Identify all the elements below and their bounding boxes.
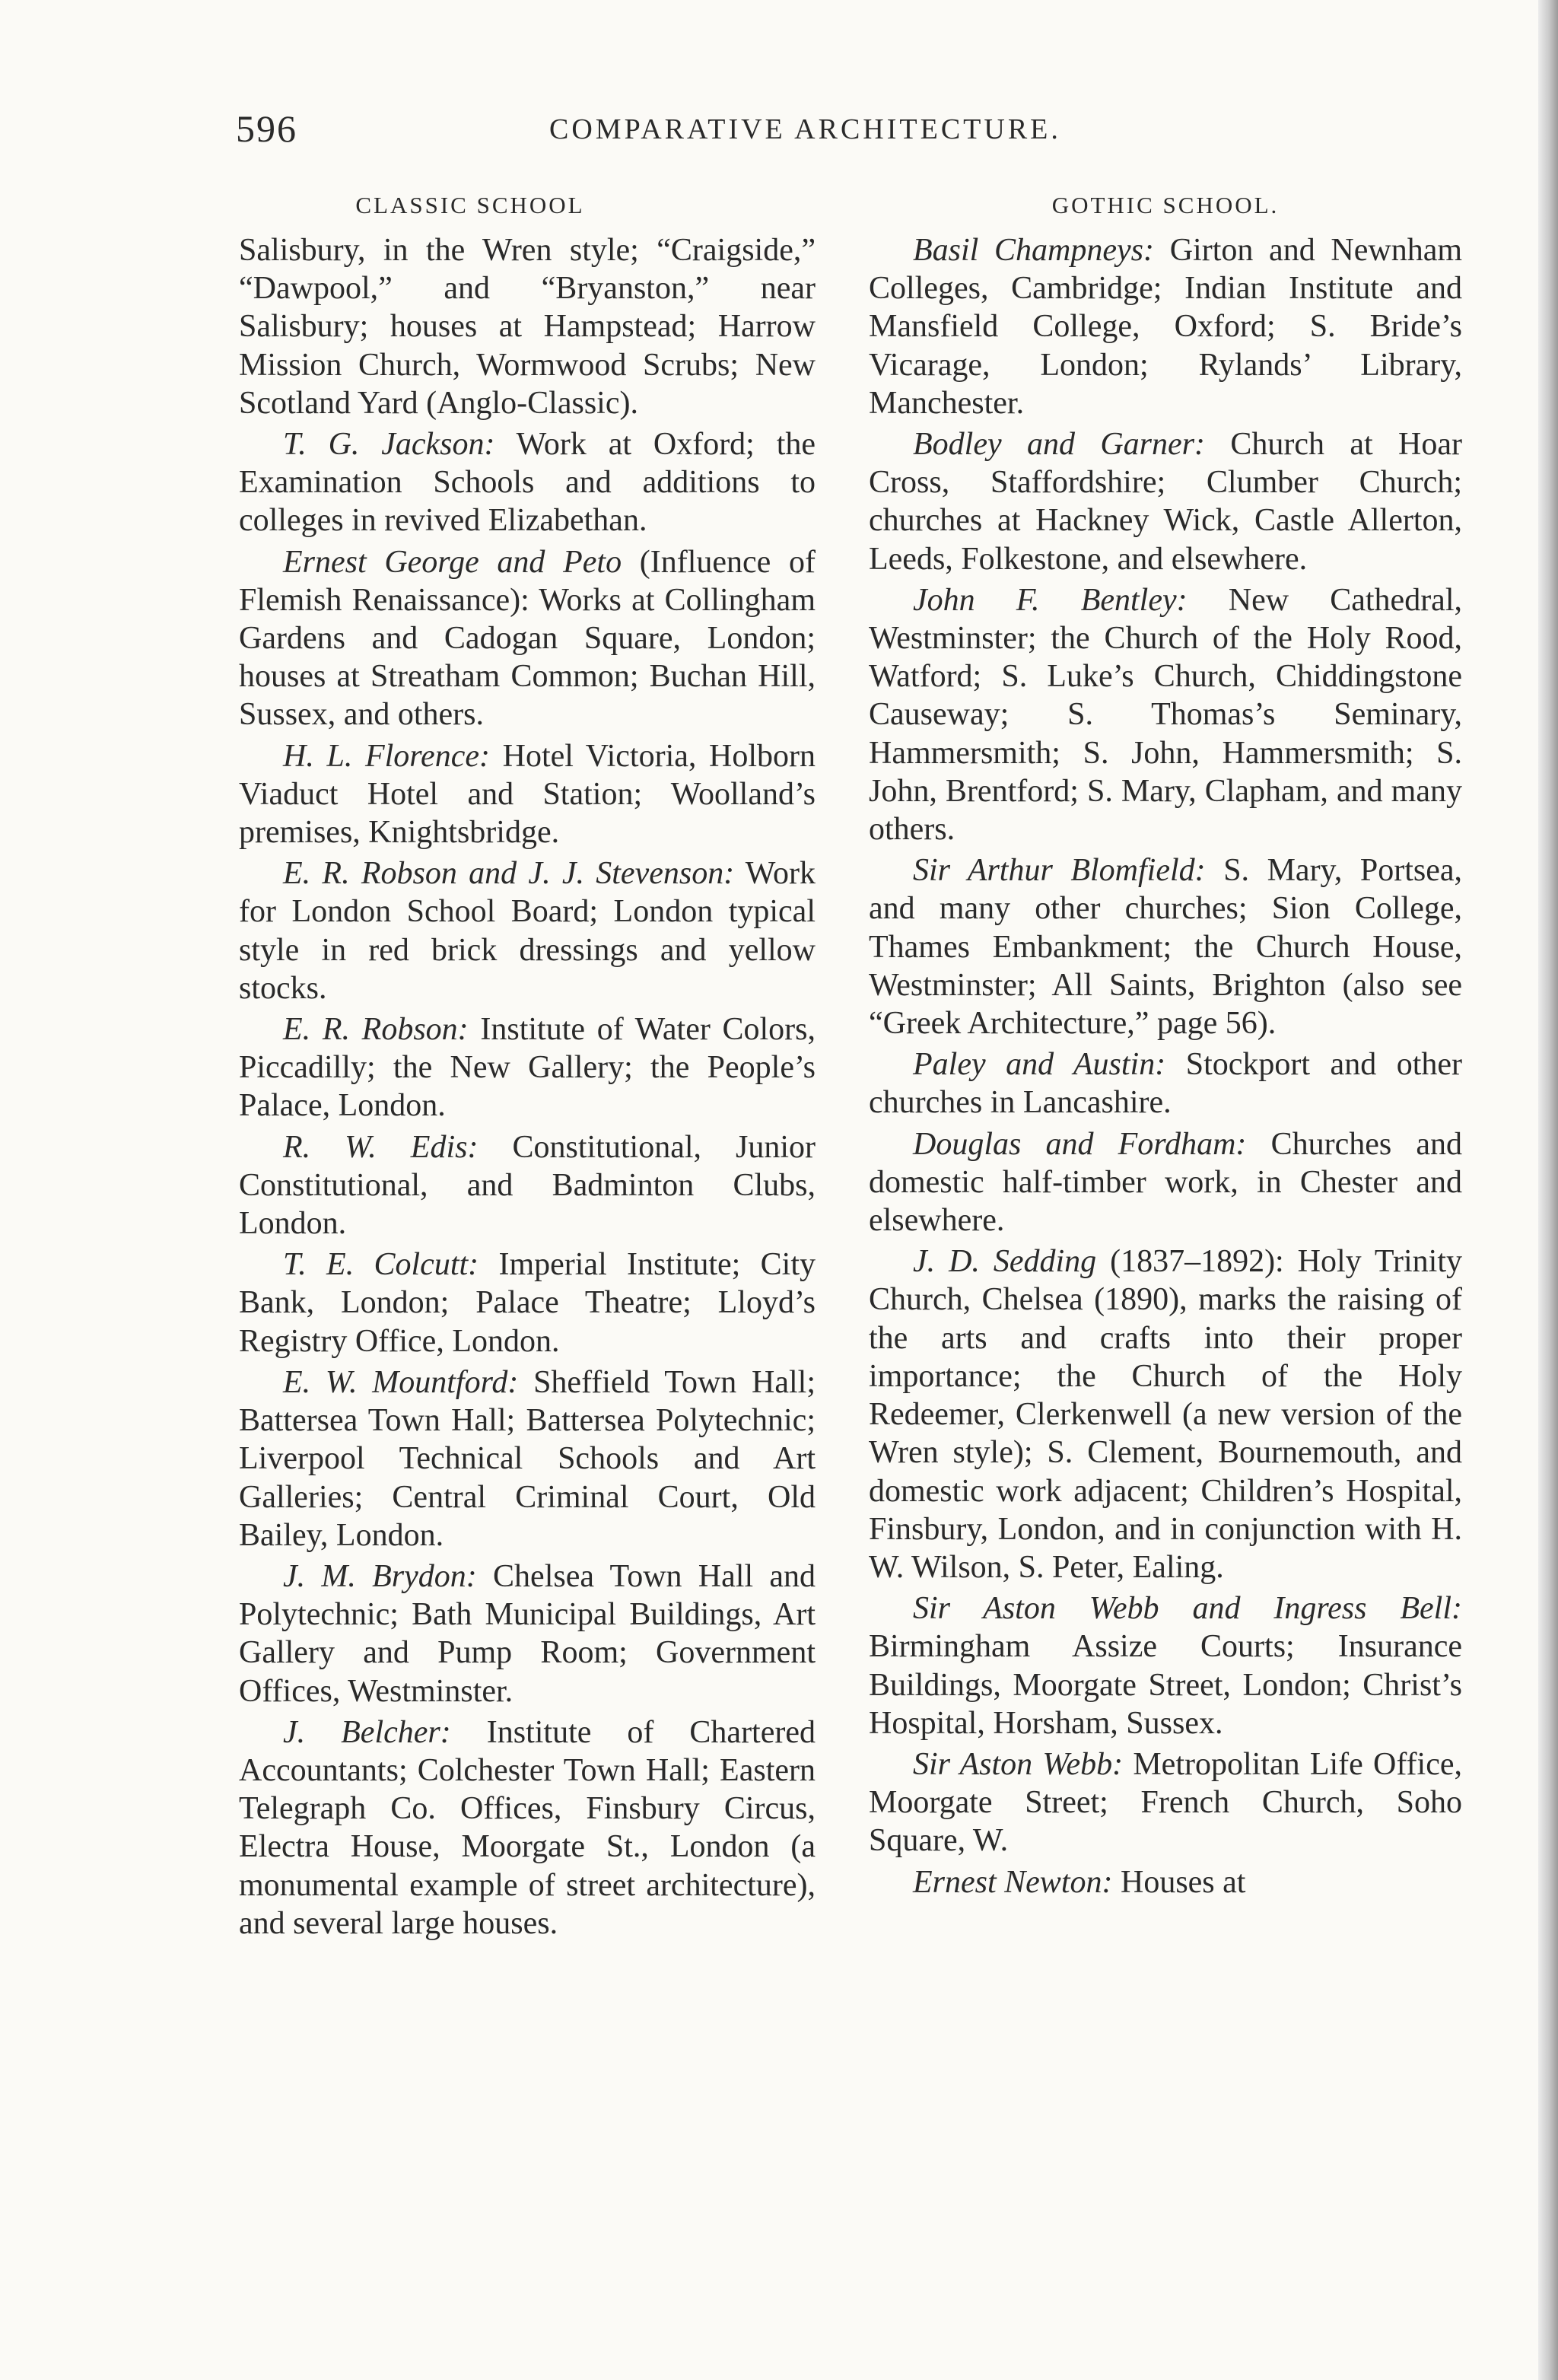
entry-text: S. Mary, Portsea, and many other churches; Sion College, Thames Embankment; the Church House, Westminster; All Saints, Brighton (also see “Greek Architecture,” page 56).	[869, 853, 1463, 1042]
classic-school-column	[239, 190, 816, 1946]
architect-name: Ernest Newton:	[913, 1864, 1113, 1900]
gothic-entry	[869, 1745, 1462, 1860]
architect-name: Sir Arthur Blomfield:	[913, 853, 1206, 889]
architect-name: H. L. Florence:	[283, 738, 490, 774]
entry-text: Work for London School Board; London typical style in red brick dressings and yellow stocks.	[239, 856, 816, 1006]
entry-text: Sheffield Town Hall; Battersea Town Hall; Battersea Polytechnic; Liverpool Technical Schools and Art Galleries; Central Criminal Court, Old Bailey, London.	[239, 1364, 816, 1553]
architect-name: E. W. Mountford:	[283, 1364, 519, 1400]
classic-entry	[239, 1558, 816, 1710]
classic-entry	[239, 543, 816, 734]
running-head	[236, 107, 1164, 152]
architect-name: Bodley and Garner:	[913, 427, 1205, 463]
entry-text: Girton and Newnham Colleges, Cambridge; Indian Institute and Mansfield College, Oxford; S. Bride’s Vicarage, London; Rylands’ Library, Manchester.	[869, 233, 1463, 421]
architect-name: Sir Aston Webb and Ingress Bell:	[913, 1591, 1462, 1627]
gothic-entry	[869, 1045, 1462, 1122]
architect-name: T. G. Jackson:	[283, 427, 495, 463]
entry-text: Metropolitan Life Office, Moorgate Street; French Church, Soho Square, W.	[869, 1746, 1462, 1859]
entry-text: Church at Hoar Cross, Staffordshire; Clumber Church; churches at Hackney Wick, Castle Allerton, Leeds, Folkestone, and elsewhere.	[869, 427, 1462, 577]
classic-entry	[239, 231, 816, 422]
entry-text: Constitutional, Junior Constitutional, and Badminton Clubs, London.	[239, 1129, 816, 1242]
entry-text: Birmingham Assize Courts; Insurance Buildings, Moorgate Street, London; Christ’s Hospital, Horsham, Sussex.	[869, 1629, 1462, 1741]
classic-entry	[239, 854, 816, 1007]
classic-school-heading: CLASSIC SCHOOL	[355, 192, 585, 218]
architect-name: J. D. Sedding	[913, 1244, 1097, 1280]
entry-text: (Influence of Flemish Renaissance): Works at Collingham Gardens and Cadogan Square, London; houses at Streatham Common; Buchan Hill, Sussex, and others.	[239, 544, 816, 733]
entry-text: Chelsea Town Hall and Polytechnic; Bath Municipal Buildings, Art Gallery and Pump Room; Government Offices, Westminster.	[239, 1558, 816, 1709]
architect-name: Sir Aston Webb:	[913, 1746, 1124, 1782]
gothic-entry	[869, 851, 1462, 1042]
entry-text: Work at Oxford; the Examination Schools and additions to colleges in revived Elizabethan.	[239, 427, 816, 539]
architect-name: Paley and Austin:	[913, 1047, 1166, 1083]
entry-text: New Cathedral, Westminster; the Church of the Holy Rood, Watford; S. Luke’s Church, Chiddingstone Causeway; S. Thomas’s Seminary, Hammersmith; S. John, Hammersmith; S. John, Brentford; S. Mary, Clapham, and many others.	[869, 582, 1462, 848]
running-title: COMPARATIVE ARCHITECTURE.	[549, 113, 1061, 145]
classic-entry	[239, 1246, 816, 1360]
gothic-entry	[869, 1589, 1462, 1742]
classic-entry	[239, 1363, 816, 1554]
classic-entry	[239, 1713, 816, 1943]
architect-name: E. R. Robson and J. J. Stevenson:	[283, 856, 735, 892]
gothic-school-heading: GOTHIC SCHOOL.	[1051, 192, 1280, 218]
classic-entry	[239, 425, 816, 540]
architect-name: J. Belcher:	[283, 1714, 451, 1750]
gothic-entry	[869, 1242, 1462, 1586]
classic-entry	[239, 1128, 816, 1243]
gothic-entry	[869, 425, 1462, 578]
architect-name: Ernest George and Peto	[283, 544, 622, 580]
entry-text: (1837–1892): Holy Trinity Church, Chelsea (1890), marks the raising of the arts and crafts into their proper importance; the Church of the Holy Redeemer, Clerkenwell (a new version of the Wren style); S. Clement, Bournemouth, and domestic work adjacent; Children’s Hospital, Finsbury, London, and in conjunction with H. W. Wilson, S. Peter, Ealing.	[869, 1244, 1462, 1585]
gothic-school-column	[869, 190, 1462, 1904]
gothic-entry	[869, 1125, 1462, 1240]
architect-name: Douglas and Fordham:	[913, 1126, 1247, 1162]
architect-name: Basil Champneys:	[913, 233, 1154, 268]
architect-name: R. W. Edis:	[283, 1129, 479, 1165]
gothic-entry	[869, 1863, 1462, 1901]
entry-text: Imperial Institute; City Bank, London; Palace Theatre; Lloyd’s Registry Office, London.	[239, 1247, 816, 1359]
gothic-entry	[869, 581, 1462, 848]
entry-text: Salisbury, in the Wren style; “Craigside,” “Dawpool,” and “Bryanston,” near Salisbury; houses at Hampstead; Harrow Mission Church, Wormwood Scrubs; New Scotland Yard (Anglo-Classic).	[239, 233, 816, 421]
architect-name: E. R. Robson:	[283, 1012, 469, 1048]
architect-name: J. M. Brydon:	[283, 1558, 477, 1594]
page-number: 596	[236, 107, 297, 150]
entry-text: Institute of Water Colors, Piccadilly; the New Gallery; the People’s Palace, London.	[239, 1012, 816, 1124]
entry-text: Houses at	[1120, 1864, 1246, 1900]
classic-entry	[239, 737, 816, 852]
entry-text: Churches and domestic half-timber work, in Chester and elsewhere.	[869, 1126, 1462, 1239]
gothic-entry	[869, 231, 1462, 422]
architect-name: John F. Bentley:	[913, 582, 1188, 618]
classic-entry	[239, 1010, 816, 1125]
entry-text: Hotel Victoria, Holborn Viaduct Hotel and Station; Woolland’s premises, Knightsbridge.	[239, 738, 816, 851]
page-edge-shadow	[1538, 0, 1558, 2380]
architect-name: T. E. Colcutt:	[283, 1247, 479, 1283]
entry-text: Stockport and other churches in Lancashire.	[869, 1047, 1463, 1121]
entry-text: Institute of Chartered Accountants; Colchester Town Hall; Eastern Telegraph Co. Offices, Finsbury Circus, Electra House, Moorgate St., London (a monumental example of street architecture), and several large houses.	[239, 1714, 816, 1941]
